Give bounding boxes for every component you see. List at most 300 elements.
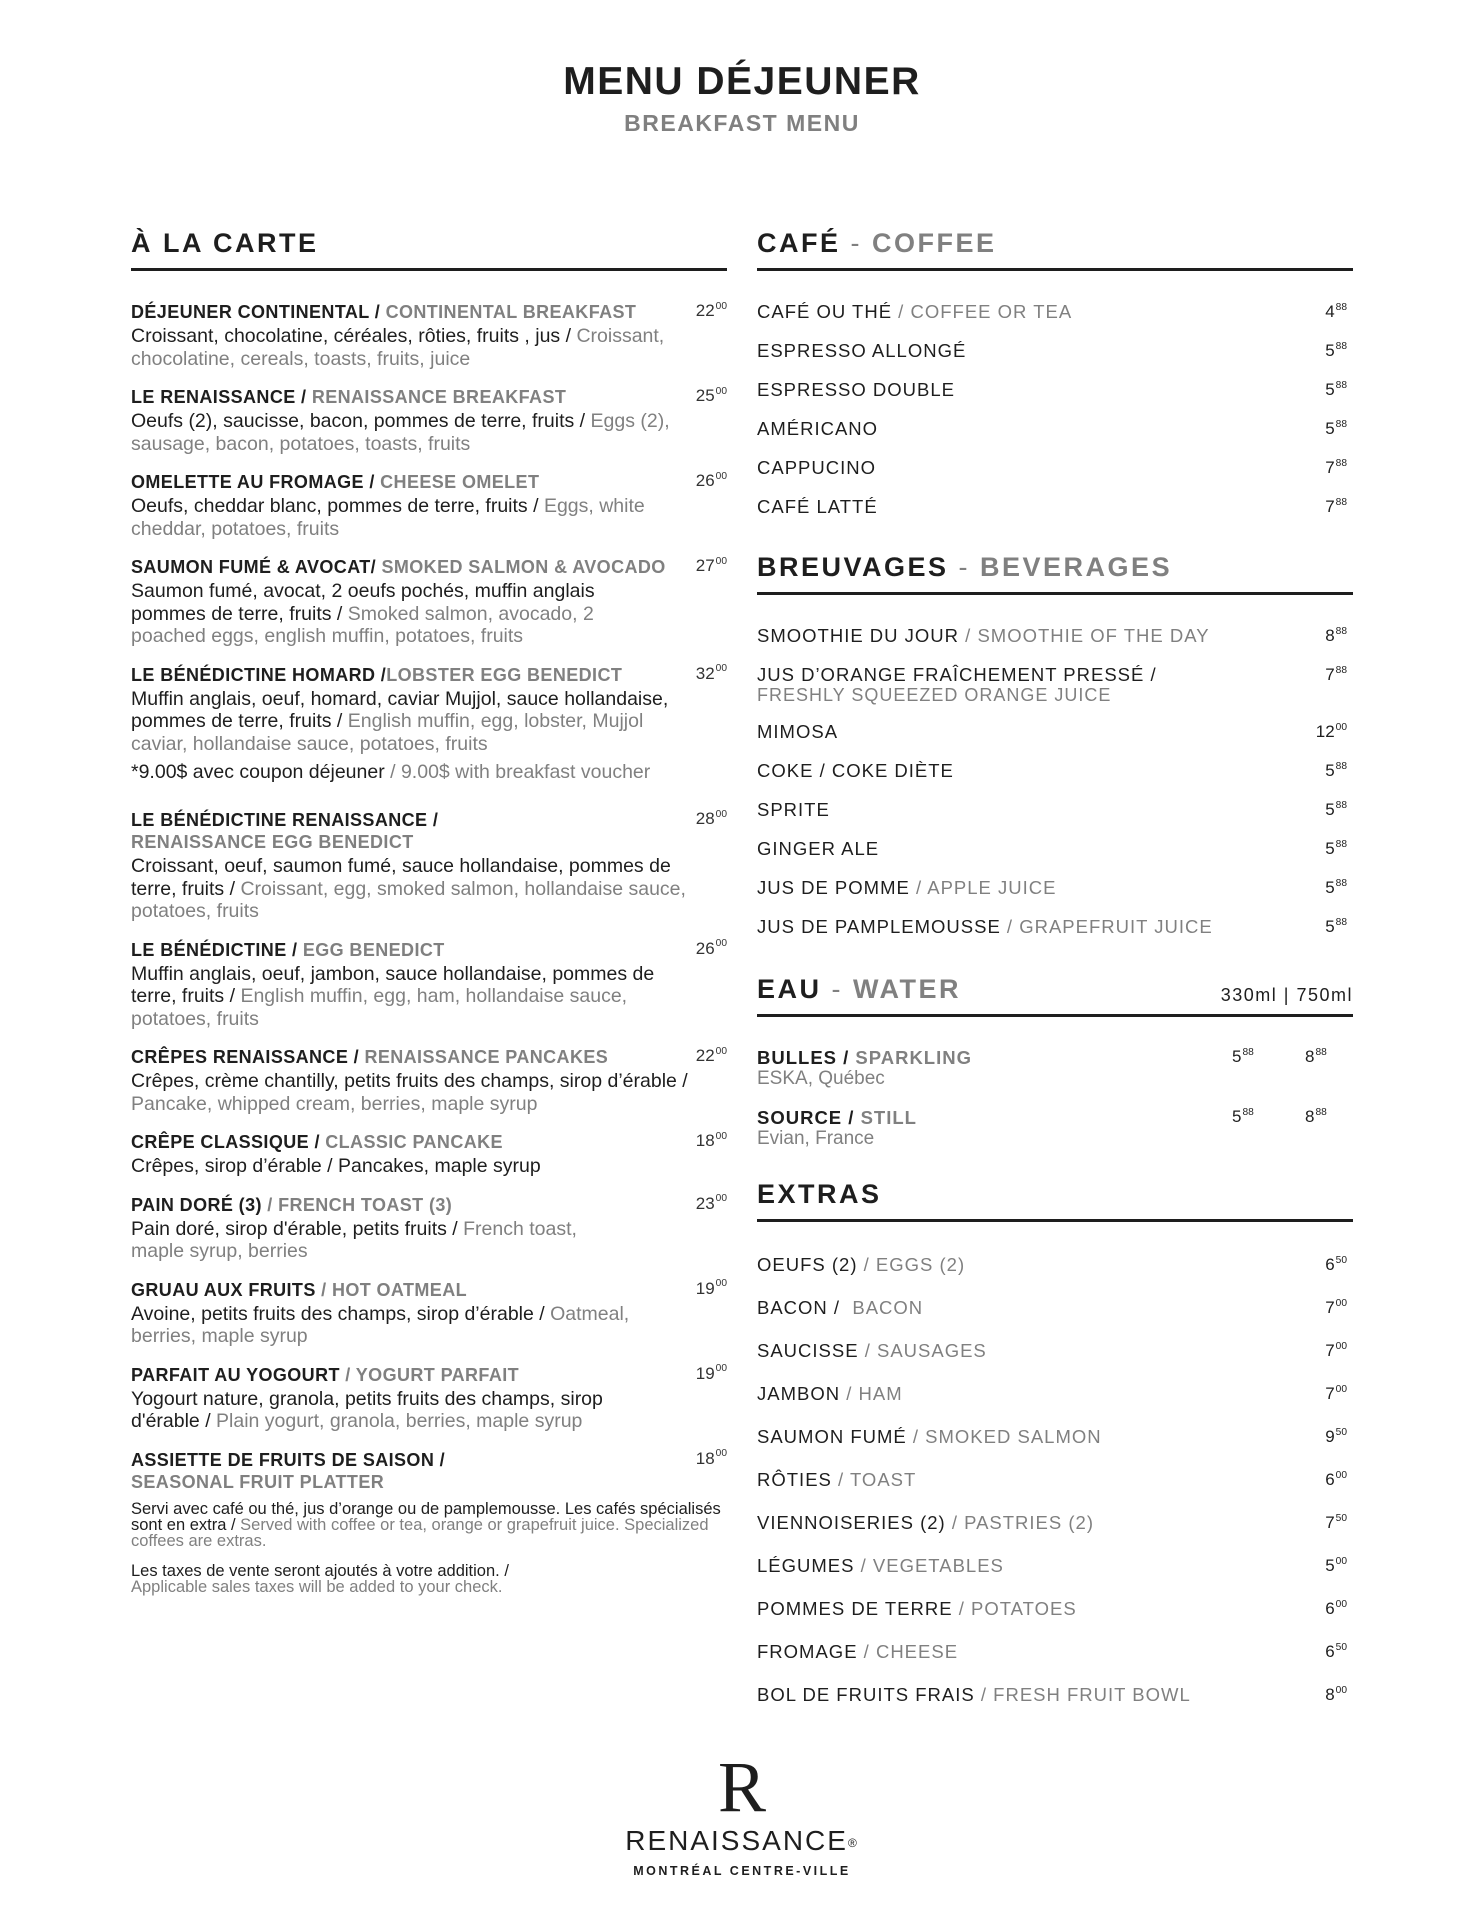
item-price [1325,838,1347,863]
dish-name-sep: / [339,1364,356,1385]
item-price [1325,1383,1347,1408]
dish-name-en: RENAISSANCE BREAKFAST [311,387,567,407]
heading-sep: - [840,228,872,258]
price-main: 18 [695,1448,715,1468]
heading-en: COFFEE [872,228,997,258]
price-cents: 88 [1335,838,1347,850]
item-sep: / [857,1254,876,1275]
dish-description [131,1070,691,1115]
desc-fr: Croissant, oeuf, saumon fumé, sauce hollandaise, pommes de terre, fruits / [131,855,671,900]
item-sep: / [857,1641,876,1662]
price-cents: 88 [1335,457,1347,469]
dish-item [131,664,727,784]
extra-item [757,1512,1353,1534]
desc-en: Croissant, chocolatine, cereals, toasts, fruits, juice [131,325,665,370]
beverage-item [757,664,1353,704]
extra-item [757,1684,1353,1706]
item-fr: JUS D’ORANGE FRAÎCHEMENT PRESSÉ [757,664,1145,685]
water-origin: Evian, France [757,1128,875,1149]
dish-name-sep: / [315,1279,332,1300]
dish-item [131,471,727,540]
item-en: BACON [852,1297,924,1318]
item-price [1325,1426,1347,1451]
dish-name-fr: LE BÉNÉDICTINE HOMARD [131,664,376,685]
dish-description [131,580,631,648]
price-main: 5 [1325,419,1335,438]
price-cents: 00 [715,300,727,312]
item-en: HAM [858,1383,903,1404]
dish-name-fr: CRÊPE CLASSIQUE [131,1132,315,1152]
alacarte-section [131,228,727,1595]
price-main: 6 [1325,1599,1335,1618]
price-main: 7 [1325,1298,1335,1317]
item-fr: ESPRESSO DOUBLE [757,379,956,400]
heading-fr: BREUVAGES [757,552,949,582]
price-cents: 88 [1242,1106,1254,1118]
desc-en: Eggs, white cheddar, potatoes, fruits [131,495,645,540]
price-main: 28 [695,809,715,828]
coffee-list [757,301,1353,518]
price-cents: 50 [1335,1254,1347,1266]
beverage-item [757,625,1353,647]
item-fr: SPRITE [757,799,830,820]
extra-item [757,1598,1353,1620]
price-main: 5 [1232,1107,1242,1126]
dish-price [696,939,727,959]
dish-name-sep: / [434,1449,446,1470]
coffee-item [757,418,1353,440]
item-fr: GINGER ALE [757,838,880,859]
price-main: 6 [1325,1470,1335,1489]
price-cents: 00 [1335,721,1347,733]
beverages-heading [757,552,1353,595]
price-cents: 00 [1335,1383,1347,1395]
dish-price [696,471,727,491]
item-sep: / [952,1598,971,1619]
price-main: 5 [1325,917,1335,936]
item-sep: / [831,1469,850,1490]
dish-description [131,1218,631,1263]
extra-item [757,1555,1353,1577]
beverage-item [757,760,1353,782]
alacarte-list [131,301,727,1595]
price-main: 12 [1315,722,1335,741]
tax-footnote [131,1563,721,1595]
desc-en: Eggs (2), sausage, bacon, potatoes, toasts, fruits [131,410,670,455]
note-fr: *9.00$ avec coupon déjeuner [131,761,385,783]
price-main: 4 [1325,302,1335,321]
price-cents: 88 [1335,760,1347,772]
price-cents: 88 [1335,664,1347,676]
coffee-item [757,379,1353,401]
desc-fr: Crêpes, sirop d’érable / Pancakes, maple syrup [131,1155,541,1177]
dish-name-en: CLASSIC PANCAKE [325,1132,503,1152]
dish-name-sep: / [369,302,386,322]
price-main: 7 [1325,1384,1335,1403]
price-main: 32 [695,663,715,683]
item-sep: / [1144,664,1157,685]
dish-name-fr: PARFAIT AU YOGOURT [131,1364,340,1385]
item-sep: / [974,1684,994,1705]
dish-name-fr: LE BÉNÉDICTINE RENAISSANCE [131,810,428,830]
price-cents: 00 [1335,1555,1347,1567]
item-price [1325,1598,1347,1623]
desc-en: Croissant, egg, smoked salmon, hollandaise sauce, potatoes, fruits [131,877,686,922]
price-cents: 00 [1335,1684,1347,1696]
item-fr: BOL DE FRUITS FRAIS [757,1684,975,1705]
price-main: 22 [695,1046,715,1065]
coffee-item [757,496,1353,518]
dish-item [131,556,727,648]
registered-mark: ® [847,1836,859,1850]
item-fr: SMOOTHIE DU JOUR [757,625,960,646]
beverage-item [757,877,1353,899]
desc-en: Plain yogurt, granola, berries, maple syrup [216,1410,583,1432]
dish-item [131,301,727,370]
item-fr: COKE / COKE DIÈTE [757,760,954,781]
item-sep: / [854,1555,873,1576]
dish-name-en: HOT OATMEAL [331,1279,467,1300]
footnote-fr: Les taxes de vente seront ajoutés à votre addition. / [131,1561,509,1580]
brand-name: RENAISSANCE [625,1825,848,1856]
price-main: 5 [1325,380,1335,399]
dish-description [131,1155,691,1178]
dish-item [131,1131,727,1178]
price-main: 5 [1325,878,1335,897]
item-en: TOAST [849,1469,917,1490]
dish-name-en: SEASONAL FRUIT PLATTER [131,1471,385,1492]
desc-en: French toast, maple syrup, berries [131,1217,577,1262]
price-cents: 00 [715,1045,727,1057]
item-price [1325,340,1347,365]
price-main: 18 [695,1131,715,1150]
price-main: 8 [1325,626,1335,645]
price-cents: 00 [1335,1340,1347,1352]
item-price [1325,457,1347,482]
item-en: APPLE JUICE [927,877,1057,898]
item-fr: CAFÉ OU THÉ [757,301,893,322]
dish-item [131,1449,727,1493]
item-fr: JUS DE POMME [757,877,910,898]
dish-description [131,1303,691,1348]
item-price [1325,1641,1347,1666]
desc-fr: Saumon fumé, avocat, 2 oeufs pochés, muffin anglais pommes de terre, fruits / [131,580,595,625]
price-cents: 00 [715,663,727,675]
footnote-fr: Servi avec café ou thé, jus d’orange ou de pamplemousse. Les cafés spécialisés sont en extra / [131,1499,721,1534]
price-main: 26 [695,471,715,490]
item-fr: SOURCE [757,1107,843,1128]
price-cents: 00 [715,1448,727,1460]
heading-fr: EAU [757,974,822,1004]
price-main: 5 [1325,1556,1335,1575]
item-price [1325,1340,1347,1365]
heading-sep: - [948,552,981,582]
item-en: SAUSAGES [876,1340,987,1361]
price-main: 5 [1232,1047,1242,1066]
dish-description [131,963,691,1031]
water-list [757,1047,1353,1149]
price-main: 8 [1305,1047,1315,1066]
dish-name-en: SMOKED SALMON & AVOCADO [381,557,666,577]
item-fr: VIENNOISERIES (2) [757,1512,946,1533]
item-fr: JAMBON [757,1383,841,1404]
item-en: SMOOTHIE OF THE DAY [977,625,1210,646]
dish-name-fr: SAUMON FUMÉ & AVOCAT [131,557,371,577]
logo-r-monogram: R [717,1747,767,1827]
drinks-extras-column [757,228,1353,1726]
price-cents: 88 [1335,799,1347,811]
price-cents: 00 [715,1193,727,1205]
price-main: 26 [695,938,715,958]
price-cents: 88 [1335,877,1347,889]
price-cents: 88 [1335,340,1347,352]
desc-fr: Pain doré, sirop d'érable, petits fruits / [131,1217,464,1240]
dish-name-fr: DÉJEUNER CONTINENTAL [131,302,370,322]
price-main: 7 [1325,458,1335,477]
item-sep: / [842,1107,861,1128]
alacarte-heading [131,228,727,271]
price-cents: 88 [1335,916,1347,928]
dish-name-sep: / [348,1047,365,1067]
beverage-item [757,916,1353,938]
price-main: 5 [1325,839,1335,858]
dish-price [696,386,727,406]
dish-description [131,410,691,455]
dish-name-en: YOGURT PARFAIT [355,1364,520,1385]
price-750ml [1305,1107,1327,1127]
price-main: 25 [695,386,715,405]
beverage-item [757,799,1353,821]
dish-name-en: CONTINENTAL BREAKFAST [385,302,637,322]
dish-name-fr: LE RENAISSANCE [131,387,296,407]
price-cents: 00 [715,938,727,950]
dish-name-sep: / [314,1132,326,1152]
price-cents: 00 [715,1363,727,1375]
price-main: 7 [1325,497,1335,516]
voucher-note [131,761,719,783]
logo-location: MONTRÉAL CENTRE-VILLE [633,1864,851,1878]
heading-en: WATER [853,974,962,1004]
item-price [1316,721,1347,746]
price-main: 9 [1325,1427,1335,1446]
item-sep: / [858,1340,877,1361]
dish-name-fr: LE BÉNÉDICTINE [131,939,287,960]
item-fr: JUS DE PAMPLEMOUSSE [757,916,1001,937]
extra-item [757,1254,1353,1276]
dish-item [131,1364,727,1433]
item-en: GRAPEFRUIT JUICE [1019,916,1213,937]
price-cents: 88 [1335,418,1347,430]
note-en: / 9.00$ with breakfast voucher [384,761,651,783]
price-cents: 50 [1335,1426,1347,1438]
price-cents: 00 [1335,1297,1347,1309]
price-cents: 00 [1335,1469,1347,1481]
price-cents: 88 [1315,1106,1327,1118]
item-sep: / [1000,916,1020,937]
extra-item [757,1297,1353,1319]
dish-item [131,1279,727,1348]
menu-title: MENU DÉJEUNER [563,60,921,103]
dish-name-fr: OMELETTE AU FROMAGE [131,472,364,492]
item-fr: BACON [757,1297,828,1318]
dish-name-en: FRENCH TOAST (3) [278,1194,453,1215]
dish-name-en: EGG BENEDICT [302,939,445,960]
water-origin: ESKA, Québec [757,1068,885,1089]
item-price [1325,799,1347,824]
dish-price [696,1131,727,1151]
dish-item [131,1046,727,1115]
item-fr: RÔTIES [757,1469,832,1490]
desc-fr: Oeufs (2), saucisse, bacon, pommes de terre, fruits / [131,410,591,432]
dish-price [696,664,727,684]
dish-price [696,301,727,321]
extra-item [757,1469,1353,1491]
price-cents: 00 [715,1130,727,1142]
item-en: FRESH FRUIT BOWL [993,1684,1191,1705]
dish-item [131,386,727,455]
desc-fr: Crêpes, crème chantilly, petits fruits des champs, sirop d’érable / [131,1070,688,1092]
dish-description [131,688,691,756]
price-cents: 88 [1315,1046,1327,1058]
price-330ml [1232,1047,1254,1067]
dish-description [131,325,691,370]
item-fr: CAFÉ LATTÉ [757,496,878,517]
coffee-item [757,301,1353,323]
price-main: 19 [695,1278,715,1298]
dish-name-fr: ASSIETTE DE FRUITS DE SAISON [131,1449,435,1470]
price-main: 7 [1325,665,1335,684]
item-price [1325,916,1347,941]
item-fr: LÉGUMES [757,1555,855,1576]
item-fr: ESPRESSO ALLONGÉ [757,340,967,361]
item-sep: / [909,877,928,898]
desc-fr: Muffin anglais, oeuf, homard, caviar Mujjol, sauce hollandaise, pommes de terre, fruits / [131,687,669,732]
dish-price [696,809,727,829]
coffee-heading [757,228,1353,271]
dish-price [696,1364,727,1384]
price-cents: 50 [1335,1641,1347,1653]
desc-fr: Oeufs, cheddar blanc, pommes de terre, fruits / [131,495,544,517]
dish-name-en: RENAISSANCE EGG BENEDICT [131,832,414,852]
price-main: 5 [1325,800,1335,819]
dish-name-sep: / [363,472,381,492]
item-en: POTATOES [971,1598,1077,1619]
dish-price [696,1279,727,1299]
item-fr: MIMOSA [757,721,839,742]
logo-brand [0,1826,1484,1856]
price-main: 8 [1325,1685,1335,1704]
dish-price [696,1449,727,1469]
menu-subtitle: BREAKFAST MENU [624,110,860,136]
price-main: 22 [695,301,715,320]
price-main: 23 [695,1193,715,1213]
dish-name-fr: GRUAU AUX FRUITS [131,1279,316,1300]
dish-name-en: RENAISSANCE PANCAKES [364,1047,609,1067]
extras-heading [757,1179,1353,1222]
dish-description [131,495,691,540]
item-sep: / [892,301,911,322]
item-sep: / [906,1426,926,1447]
item-price [1325,1555,1347,1580]
item-en: CHEESE [875,1641,959,1662]
item-fr: BULLES [757,1047,837,1068]
price-cents: 00 [715,808,727,820]
item-price [1325,1297,1347,1322]
item-fr: OEUFS (2) [757,1254,858,1275]
item-sep: / [837,1047,856,1068]
heading-fr: CAFÉ [757,228,841,258]
dish-item [131,939,727,1031]
dish-name-sep: / [295,387,312,407]
item-fr: CAPPUCINO [757,457,876,478]
dish-name-fr: PAIN DORÉ (3) [131,1194,262,1215]
dish-name-sep: / [370,557,382,577]
price-cents: 88 [1242,1046,1254,1058]
desc-fr: Yogourt nature, granola, petits fruits des champs, sirop d'érable / [131,1387,603,1432]
price-cents: 00 [715,470,727,482]
dish-name-en: CHEESE OMELET [380,472,540,492]
extra-item [757,1383,1353,1405]
footnote-en: Served with coffee or tea, orange or grapefruit juice. Specialized coffees are extras. [131,1515,709,1550]
desc-fr: Avoine, petits fruits des champs, sirop d’érable / [131,1302,551,1325]
item-price [1325,496,1347,521]
dish-item [131,809,727,923]
water-item [757,1107,1353,1149]
alacarte-heading-text: À LA CARTE [131,228,319,258]
price-main: 6 [1325,1642,1335,1661]
item-price [1325,1254,1347,1279]
item-fr: SAUMON FUMÉ [757,1426,907,1447]
coffee-item [757,457,1353,479]
water-item [757,1047,1353,1089]
heading-en: BEVERAGES [980,552,1173,582]
dish-name-sep: / [286,939,303,960]
price-cents: 50 [1335,1512,1347,1524]
beverage-item [757,721,1353,743]
price-cents: 88 [1335,496,1347,508]
dish-item [131,1194,727,1263]
item-en: SPARKLING [855,1047,972,1068]
item-en: COFFEE OR TEA [910,301,1073,322]
item-price [1325,760,1347,785]
coffee-item [757,340,1353,362]
item-price [1325,877,1347,902]
dish-price [696,556,727,576]
price-cents: 88 [1335,625,1347,637]
price-750ml [1305,1047,1327,1067]
beverage-item [757,838,1353,860]
item-sep: / [840,1383,859,1404]
water-size-units: 330ml | 750ml [1220,985,1353,1005]
dish-name-sep: / [427,810,439,830]
dish-name-fr: CRÊPES RENAISSANCE [131,1047,349,1067]
item-price [1325,418,1347,443]
item-price [1325,1512,1347,1537]
desc-en: Smoked salmon, avocado, 2 poached eggs, english muffin, potatoes, fruits [131,602,594,647]
desc-en: English muffin, egg, ham, hollandaise sauce, potatoes, fruits [131,985,628,1030]
item-sep: / [827,1297,853,1318]
price-cents: 88 [1335,379,1347,391]
beverages-list [757,625,1353,938]
item-fr: SAUCISSE [757,1340,859,1361]
price-330ml [1232,1107,1254,1127]
price-main: 5 [1325,341,1335,360]
price-cents: 00 [715,1278,727,1290]
item-en: VEGETABLES [872,1555,1004,1576]
price-main: 5 [1325,761,1335,780]
price-main: 19 [695,1363,715,1383]
item-en: SMOKED SALMON [925,1426,1102,1447]
